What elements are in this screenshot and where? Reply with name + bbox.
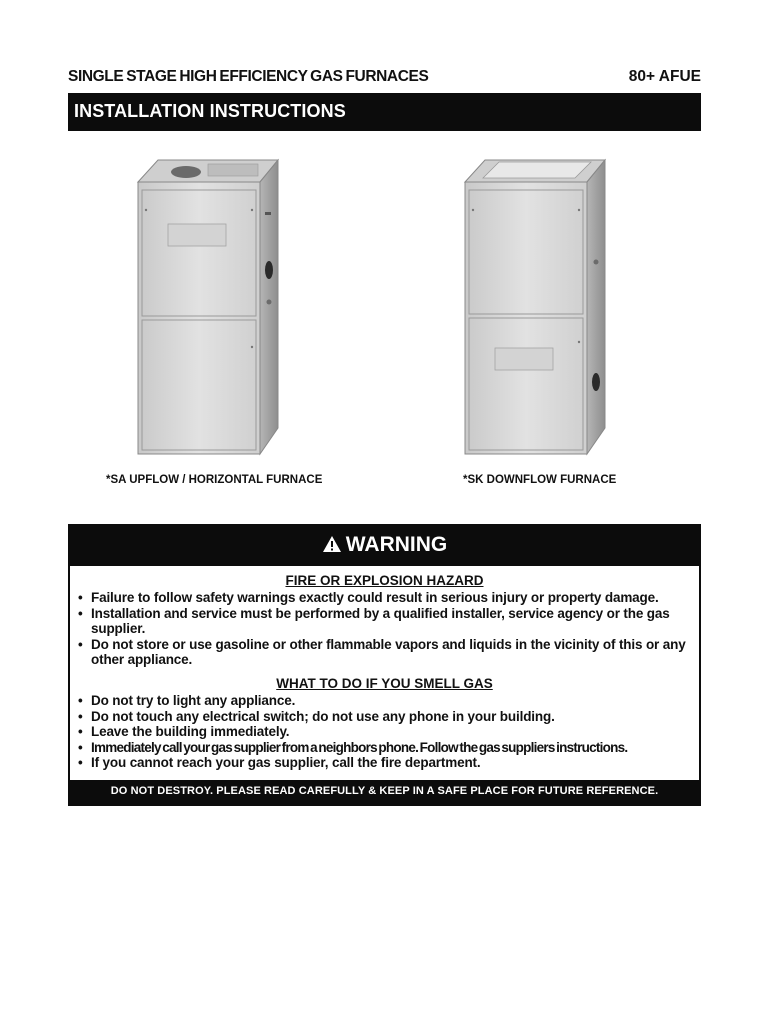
keep-document-notice xyxy=(70,780,699,804)
smell-gas-list xyxy=(78,693,698,771)
list-item: • Do not store or use gasoline or other flammable vapors and liquids in the vicinity of this or any other appliance. xyxy=(78,637,698,668)
fire-hazard-list xyxy=(78,590,698,668)
list-item: • Leave the building immediately. xyxy=(78,724,698,740)
upflow-caption: *SA UPFLOW / HORIZONTAL FURNACE xyxy=(106,474,323,486)
warning-heading: WARNING xyxy=(345,533,448,556)
upflow-furnace-image xyxy=(128,152,288,462)
document-title: SINGLE STAGE HIGH EFFICIENCY GAS FURNACES xyxy=(68,68,429,85)
smell-gas-title: WHAT TO DO IF YOU SMELL GAS xyxy=(276,676,493,691)
list-item: • If you cannot reach your gas supplier, call the fire department. xyxy=(78,755,698,771)
list-item: • Installation and service must be performed by a qualified installer, service agency or the gas supplier. xyxy=(78,606,698,637)
warning-header xyxy=(70,526,699,566)
list-item: • Immediately call your gas supplier from a neighbors phone. Follow the gas suppliers instructions. xyxy=(78,740,698,756)
efficiency-rating: 80+ AFUE xyxy=(628,68,701,85)
keep-document-text: DO NOT DESTROY. PLEASE READ CAREFULLY & KEEP IN A SAFE PLACE FOR FUTURE REFERENCE. xyxy=(110,785,659,797)
warning-box xyxy=(68,524,701,806)
warning-triangle-icon xyxy=(322,535,342,553)
downflow-furnace-image xyxy=(455,152,615,462)
list-item: • Do not touch any electrical switch; do not use any phone in your building. xyxy=(78,709,698,725)
document-header xyxy=(68,68,701,88)
fire-hazard-title: FIRE OR EXPLOSION HAZARD xyxy=(285,573,484,588)
downflow-caption: *SK DOWNFLOW FURNACE xyxy=(463,474,617,486)
upflow-furnace-drawing xyxy=(128,152,288,462)
installation-title-bar xyxy=(68,93,701,131)
list-item: • Do not try to light any appliance. xyxy=(78,693,698,709)
list-item: • Failure to follow safety warnings exactly could result in serious injury or property damage. xyxy=(78,590,698,606)
downflow-furnace-drawing xyxy=(455,152,615,462)
installation-title: INSTALLATION INSTRUCTIONS xyxy=(74,101,346,121)
